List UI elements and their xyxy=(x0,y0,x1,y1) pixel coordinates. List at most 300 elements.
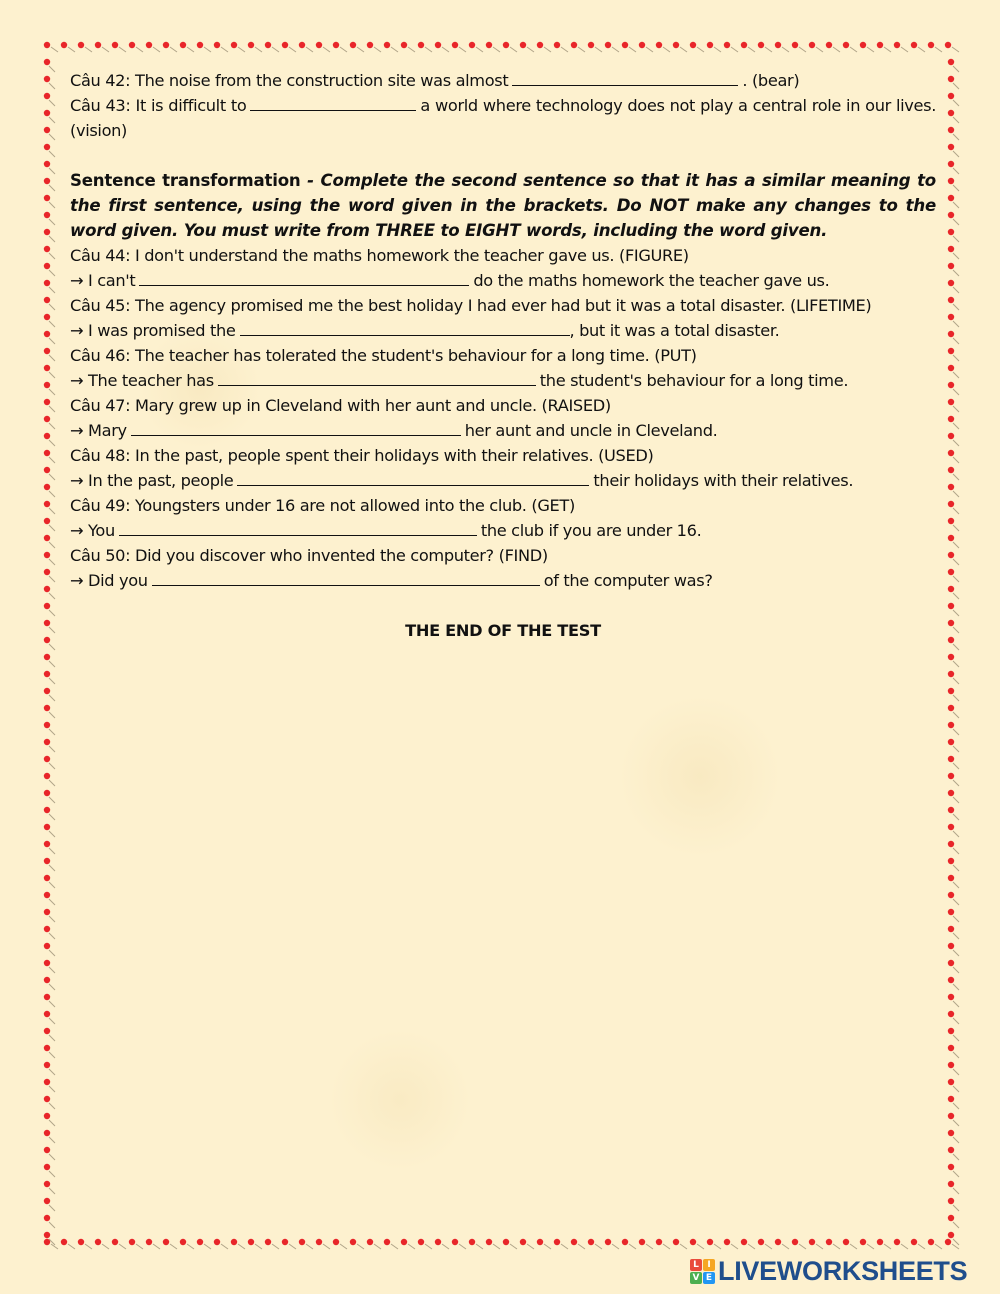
border-dot xyxy=(948,195,954,201)
border-dot xyxy=(163,42,169,48)
border-tick xyxy=(49,1052,55,1058)
border-tick xyxy=(306,47,313,52)
border-dot xyxy=(44,637,50,643)
border-tick xyxy=(49,1120,55,1126)
border-tick xyxy=(187,47,194,52)
border-tick xyxy=(953,1001,959,1007)
border-tick xyxy=(953,287,959,293)
border-tick xyxy=(953,117,959,123)
border-dot xyxy=(948,1232,954,1238)
border-dot xyxy=(554,1239,560,1245)
border-tick xyxy=(442,1244,449,1249)
border-dot xyxy=(639,42,645,48)
border-tick xyxy=(49,797,55,803)
border-tick xyxy=(49,219,55,225)
border-tick xyxy=(510,1244,517,1249)
border-tick xyxy=(953,1188,959,1194)
border-tick xyxy=(544,47,551,52)
border-dot xyxy=(44,110,50,116)
border-tick xyxy=(953,151,959,157)
border-tick xyxy=(49,406,55,412)
border-dot xyxy=(401,1239,407,1245)
border-tick xyxy=(901,1244,908,1249)
border-dot xyxy=(948,246,954,252)
border-tick xyxy=(953,967,959,973)
border-tick xyxy=(953,1222,959,1228)
prompt-47: Câu 47: Mary grew up in Cleveland with her aunt and uncle. (RAISED) xyxy=(70,396,611,415)
border-tick xyxy=(272,1244,279,1249)
border-tick xyxy=(833,47,840,52)
border-tick xyxy=(49,644,55,650)
border-tick xyxy=(49,627,55,633)
border-dot xyxy=(948,127,954,133)
question-43: Câu 43: It is difficult to a world where technology does not play a central role in our lives. (vision) xyxy=(70,96,936,140)
border-tick xyxy=(425,47,432,52)
border-dot xyxy=(44,654,50,660)
border-dot xyxy=(948,110,954,116)
border-dot xyxy=(44,178,50,184)
border-dot xyxy=(948,518,954,524)
border-dot xyxy=(948,603,954,609)
border-tick xyxy=(49,525,55,531)
border-tick xyxy=(833,1244,840,1249)
border-tick xyxy=(953,627,959,633)
border-tick xyxy=(102,1244,109,1249)
border-tick xyxy=(374,47,381,52)
border-dot xyxy=(948,144,954,150)
border-tick xyxy=(49,66,55,72)
border-dot xyxy=(265,42,271,48)
border-tick xyxy=(49,1171,55,1177)
liveworksheets-logo-icon: L I V E xyxy=(690,1259,715,1284)
border-dot xyxy=(948,892,954,898)
border-tick xyxy=(527,47,534,52)
border-dot xyxy=(44,297,50,303)
border-tick xyxy=(49,831,55,837)
border-dot xyxy=(44,42,50,48)
border-dot xyxy=(948,297,954,303)
border-dot xyxy=(948,586,954,592)
border-dot xyxy=(948,450,954,456)
border-tick xyxy=(953,134,959,140)
border-dot xyxy=(384,42,390,48)
border-tick xyxy=(238,47,245,52)
border-dot xyxy=(44,1096,50,1102)
border-dot xyxy=(316,42,322,48)
border-dot xyxy=(44,841,50,847)
border-tick xyxy=(731,1244,738,1249)
border-tick xyxy=(782,47,789,52)
border-dot xyxy=(44,756,50,762)
border-dot xyxy=(44,824,50,830)
border-tick xyxy=(49,865,55,871)
border-dot xyxy=(44,875,50,881)
border-tick xyxy=(918,47,925,52)
border-tick xyxy=(49,1086,55,1092)
border-dot xyxy=(44,960,50,966)
border-dot xyxy=(44,212,50,218)
border-tick xyxy=(646,1244,653,1249)
border-dot xyxy=(948,382,954,388)
border-dot xyxy=(44,76,50,82)
answer-blank-49[interactable] xyxy=(119,519,477,536)
border-dot xyxy=(44,892,50,898)
border-dot xyxy=(656,42,662,48)
border-dot xyxy=(809,42,815,48)
border-tick xyxy=(953,100,959,106)
border-dot xyxy=(911,42,917,48)
border-tick xyxy=(391,1244,398,1249)
border-dot xyxy=(537,42,543,48)
border-dot xyxy=(146,1239,152,1245)
border-dot xyxy=(948,1147,954,1153)
border-tick xyxy=(187,1244,194,1249)
border-dot xyxy=(948,280,954,286)
border-tick xyxy=(953,202,959,208)
border-dot xyxy=(948,756,954,762)
border-tick xyxy=(884,47,891,52)
border-dot xyxy=(44,1147,50,1153)
border-dot xyxy=(775,1239,781,1245)
border-dot xyxy=(948,569,954,575)
border-dot xyxy=(350,1239,356,1245)
border-dot xyxy=(503,42,509,48)
border-tick xyxy=(49,576,55,582)
border-dot xyxy=(44,1045,50,1051)
border-tick xyxy=(204,47,211,52)
section-instructions: Sentence transformation - Complete the second sentence so that it has a similar meaning to the first sentence, using the word given in the brackets. Do NOT make any changes to the word given. You must write from THREE to EIGHT words, including the word given. xyxy=(70,171,936,240)
border-tick xyxy=(49,338,55,344)
border-dot xyxy=(948,739,954,745)
border-tick xyxy=(49,389,55,395)
border-tick xyxy=(953,831,959,837)
border-dot xyxy=(843,1239,849,1245)
border-tick xyxy=(953,610,959,616)
border-tick xyxy=(170,47,177,52)
border-tick xyxy=(49,933,55,939)
border-dot xyxy=(61,1239,67,1245)
border-dot xyxy=(112,42,118,48)
border-tick xyxy=(49,1188,55,1194)
border-tick xyxy=(238,1244,245,1249)
border-tick xyxy=(953,678,959,684)
border-dot xyxy=(44,790,50,796)
border-tick xyxy=(953,950,959,956)
border-dot xyxy=(44,1113,50,1119)
border-dot xyxy=(129,1239,135,1245)
border-dot xyxy=(860,1239,866,1245)
border-dot xyxy=(469,1239,475,1245)
border-tick xyxy=(953,168,959,174)
border-dot xyxy=(656,1239,662,1245)
border-tick xyxy=(153,47,160,52)
border-tick xyxy=(68,1244,75,1249)
border-dot xyxy=(948,416,954,422)
prompt-44: Câu 44: I don't understand the maths homework the teacher gave us. (FIGURE) xyxy=(70,246,689,265)
border-tick xyxy=(544,1244,551,1249)
border-dot xyxy=(792,42,798,48)
border-tick xyxy=(935,47,942,52)
border-tick xyxy=(629,47,636,52)
border-tick xyxy=(49,559,55,565)
border-tick xyxy=(49,202,55,208)
border-dot xyxy=(78,1239,84,1245)
border-dot xyxy=(588,1239,594,1245)
border-dot xyxy=(741,42,747,48)
border-dot xyxy=(948,637,954,643)
border-dot xyxy=(894,1239,900,1245)
border-dot xyxy=(44,450,50,456)
border-tick xyxy=(816,47,823,52)
border-dot xyxy=(44,348,50,354)
answer-line-46: → The teacher has the student's behaviour for a long time. xyxy=(70,371,849,390)
border-dot xyxy=(948,399,954,405)
border-tick xyxy=(357,1244,364,1249)
border-tick xyxy=(953,253,959,259)
border-tick xyxy=(476,1244,483,1249)
border-dot xyxy=(44,484,50,490)
border-dot xyxy=(44,977,50,983)
border-tick xyxy=(49,287,55,293)
border-dot xyxy=(44,773,50,779)
border-dot xyxy=(948,773,954,779)
border-dot xyxy=(826,1239,832,1245)
border-tick xyxy=(953,729,959,735)
border-dot xyxy=(948,93,954,99)
answer-blank-48[interactable] xyxy=(237,469,589,486)
border-dot xyxy=(44,994,50,1000)
border-dot xyxy=(418,1239,424,1245)
border-tick xyxy=(867,47,874,52)
border-tick xyxy=(953,236,959,242)
border-dot xyxy=(333,1239,339,1245)
border-dot xyxy=(44,1062,50,1068)
border-tick xyxy=(49,236,55,242)
border-tick xyxy=(952,47,959,52)
border-dot xyxy=(948,1096,954,1102)
border-tick xyxy=(953,474,959,480)
border-tick xyxy=(49,355,55,361)
border-dot xyxy=(44,331,50,337)
border-dot xyxy=(44,1028,50,1034)
border-dot xyxy=(333,42,339,48)
border-dot xyxy=(112,1239,118,1245)
prompt-48: Câu 48: In the past, people spent their holidays with their relatives. (USED) xyxy=(70,446,654,465)
border-tick xyxy=(340,1244,347,1249)
border-tick xyxy=(953,780,959,786)
border-dot xyxy=(928,42,934,48)
answer-blank-42[interactable] xyxy=(512,69,738,86)
border-tick xyxy=(952,1244,959,1249)
border-dot xyxy=(775,42,781,48)
border-tick xyxy=(49,440,55,446)
border-tick xyxy=(595,1244,602,1249)
border-dot xyxy=(877,42,883,48)
border-tick xyxy=(289,47,296,52)
border-tick xyxy=(953,508,959,514)
prompt-46: Câu 46: The teacher has tolerated the student's behaviour for a long time. (PUT) xyxy=(70,346,697,365)
border-tick xyxy=(953,457,959,463)
border-tick xyxy=(953,661,959,667)
border-tick xyxy=(714,1244,721,1249)
border-tick xyxy=(953,1103,959,1109)
border-dot xyxy=(44,926,50,932)
border-dot xyxy=(44,501,50,507)
border-tick xyxy=(136,1244,143,1249)
border-tick xyxy=(578,47,585,52)
border-dot xyxy=(948,858,954,864)
border-dot xyxy=(948,671,954,677)
border-tick xyxy=(493,47,500,52)
answer-blank-44[interactable] xyxy=(139,269,469,286)
border-dot xyxy=(95,1239,101,1245)
end-of-test: THE END OF THE TEST xyxy=(405,621,601,640)
border-tick xyxy=(799,1244,806,1249)
border-tick xyxy=(953,559,959,565)
border-dot xyxy=(707,42,713,48)
border-tick xyxy=(953,1018,959,1024)
border-tick xyxy=(953,933,959,939)
border-tick xyxy=(170,1244,177,1249)
border-tick xyxy=(953,576,959,582)
border-dot xyxy=(948,212,954,218)
border-tick xyxy=(697,47,704,52)
border-dot xyxy=(948,484,954,490)
border-tick xyxy=(953,525,959,531)
border-dot xyxy=(129,42,135,48)
border-dot xyxy=(724,42,730,48)
answer-line-48: → In the past, people their holidays with their relatives. xyxy=(70,471,854,490)
border-tick xyxy=(799,47,806,52)
border-dot xyxy=(78,42,84,48)
border-dot xyxy=(44,314,50,320)
border-dot xyxy=(44,365,50,371)
border-tick xyxy=(782,1244,789,1249)
border-dot xyxy=(948,994,954,1000)
border-tick xyxy=(953,321,959,327)
border-dot xyxy=(948,688,954,694)
answer-blank-45[interactable] xyxy=(240,319,570,336)
border-dot xyxy=(758,1239,764,1245)
answer-line-44: → I can't do the maths homework the teacher gave us. xyxy=(70,271,830,290)
answer-blank-43[interactable] xyxy=(250,94,416,111)
border-dot xyxy=(214,42,220,48)
border-tick xyxy=(49,729,55,735)
border-tick xyxy=(953,1239,959,1245)
border-dot xyxy=(877,1239,883,1245)
border-dot xyxy=(44,1011,50,1017)
border-dot xyxy=(486,1239,492,1245)
border-tick xyxy=(323,47,330,52)
border-dot xyxy=(248,1239,254,1245)
border-tick xyxy=(731,47,738,52)
border-dot xyxy=(44,858,50,864)
border-tick xyxy=(953,695,959,701)
border-dot xyxy=(945,1239,951,1245)
border-tick xyxy=(49,508,55,514)
border-dot xyxy=(401,42,407,48)
border-dot xyxy=(44,59,50,65)
border-dot xyxy=(367,1239,373,1245)
border-dot xyxy=(948,909,954,915)
border-dot xyxy=(622,1239,628,1245)
border-tick xyxy=(935,1244,942,1249)
border-tick xyxy=(527,1244,534,1249)
border-tick xyxy=(119,1244,126,1249)
liveworksheets-logo[interactable] xyxy=(690,1256,967,1286)
border-tick xyxy=(51,47,58,52)
border-dot xyxy=(44,229,50,235)
border-tick xyxy=(459,1244,466,1249)
prompt-49: Câu 49: Youngsters under 16 are not allowed into the club. (GET) xyxy=(70,496,575,515)
answer-blank-50[interactable] xyxy=(152,569,540,586)
border-tick xyxy=(459,47,466,52)
border-tick xyxy=(748,1244,755,1249)
border-dot xyxy=(452,1239,458,1245)
border-tick xyxy=(408,1244,415,1249)
border-tick xyxy=(953,1035,959,1041)
border-tick xyxy=(953,763,959,769)
border-tick xyxy=(119,47,126,52)
border-dot xyxy=(948,1113,954,1119)
border-dot xyxy=(948,1215,954,1221)
border-tick xyxy=(49,1154,55,1160)
border-tick xyxy=(918,1244,925,1249)
border-tick xyxy=(953,593,959,599)
liveworksheets-logo-text: LIVEWORKSHEETS xyxy=(718,1255,968,1286)
border-dot xyxy=(180,1239,186,1245)
border-tick xyxy=(953,338,959,344)
border-tick xyxy=(49,1035,55,1041)
border-tick xyxy=(49,270,55,276)
border-tick xyxy=(953,1171,959,1177)
border-tick xyxy=(289,1244,296,1249)
border-dot xyxy=(350,42,356,48)
border-dot xyxy=(948,348,954,354)
prompt-50: Câu 50: Did you discover who invented the computer? (FIND) xyxy=(70,546,548,565)
border-dot xyxy=(452,42,458,48)
border-tick xyxy=(476,47,483,52)
answer-blank-47[interactable] xyxy=(131,419,461,436)
answer-blank-46[interactable] xyxy=(218,369,536,386)
border-dot xyxy=(197,1239,203,1245)
border-tick xyxy=(204,1244,211,1249)
border-tick xyxy=(49,491,55,497)
border-tick xyxy=(85,1244,92,1249)
border-tick xyxy=(49,882,55,888)
border-dot xyxy=(44,705,50,711)
border-tick xyxy=(953,1086,959,1092)
border-dot xyxy=(418,42,424,48)
border-dot xyxy=(690,1239,696,1245)
question-42: Câu 42: The noise from the construction site was almost . (bear) xyxy=(70,71,800,90)
border-tick xyxy=(49,134,55,140)
border-dot xyxy=(44,1181,50,1187)
border-tick xyxy=(391,47,398,52)
border-dot xyxy=(948,229,954,235)
border-tick xyxy=(561,1244,568,1249)
border-tick xyxy=(953,372,959,378)
border-dot xyxy=(231,42,237,48)
border-dot xyxy=(44,943,50,949)
border-tick xyxy=(953,219,959,225)
border-tick xyxy=(306,1244,313,1249)
border-dot xyxy=(894,42,900,48)
border-tick xyxy=(49,661,55,667)
border-dot xyxy=(860,42,866,48)
border-dot xyxy=(948,807,954,813)
border-dot xyxy=(44,399,50,405)
